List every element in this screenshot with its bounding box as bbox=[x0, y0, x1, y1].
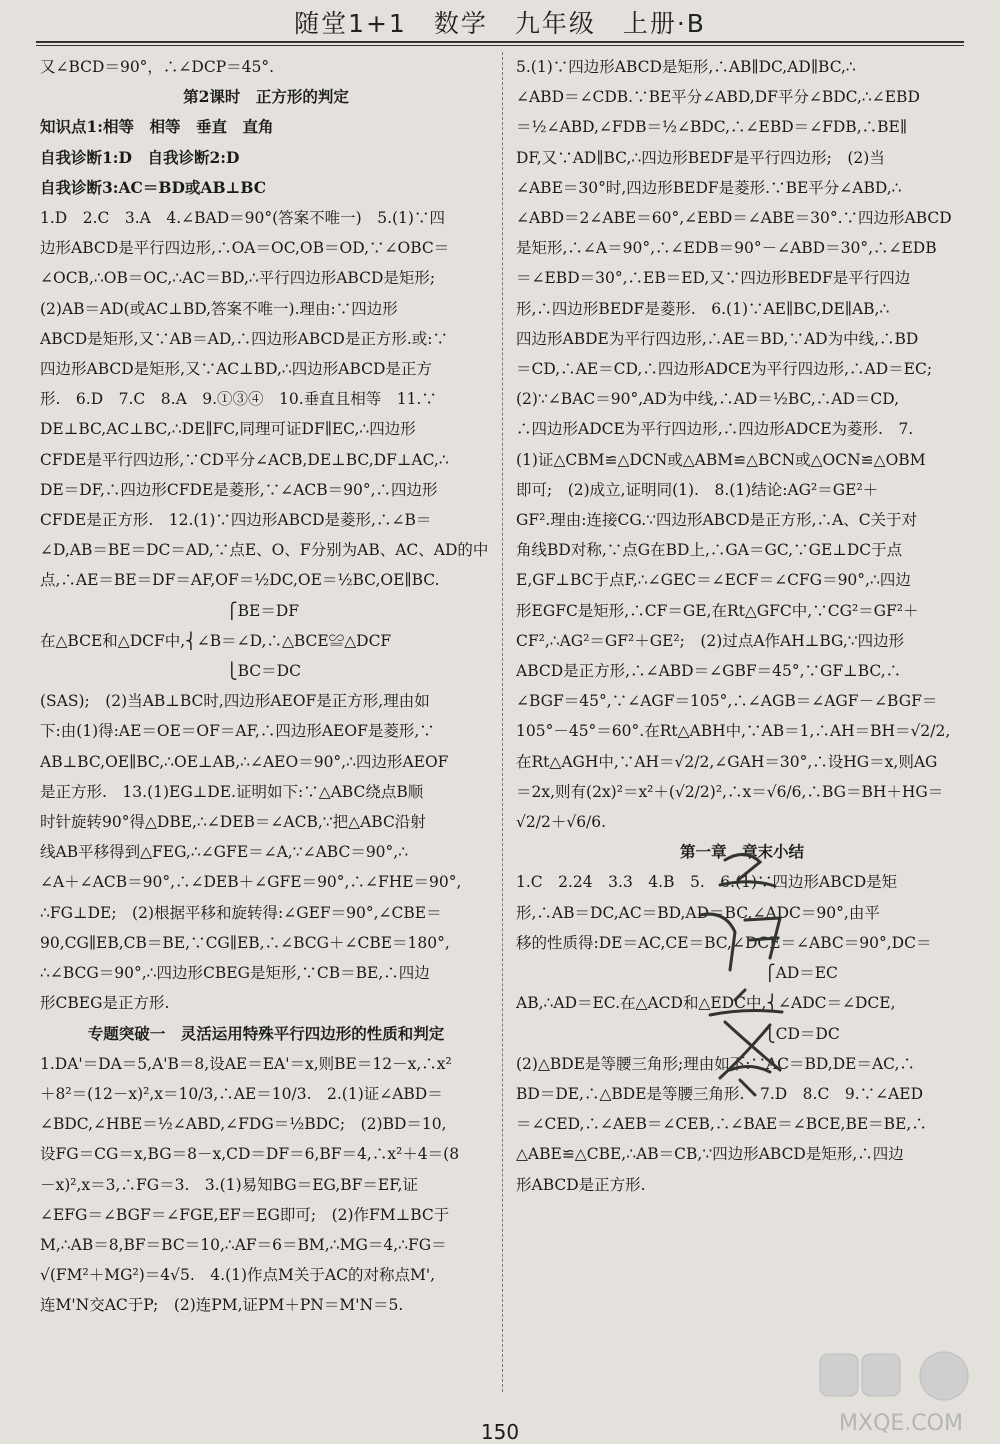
text-line: ∴四边形ADCE为平行四边形,∴四边形ADCE为菱形. 7. bbox=[516, 420, 914, 439]
text-line: 是正方形. 13.(1)EG⊥DE.证明如下:∵△ABC绕点B顺 bbox=[40, 782, 424, 801]
text-line: 1.D 2.C 3.A 4.∠BAD＝90°(答案不唯一) 5.(1)∵四 bbox=[40, 209, 445, 228]
text-line: ＝∠CED,∴∠AEB＝∠CEB,∴∠BAE＝∠BCE,BE＝BE,∴ bbox=[516, 1115, 927, 1134]
text-line: ∠ABD＝2∠ABE＝60°,∠EBD＝∠ABE＝30°.∵四边形ABCD bbox=[516, 209, 952, 228]
text-line: BD＝DE,∴△BDE是等腰三角形. 7.D 8.C 9.∵∠AED bbox=[516, 1084, 924, 1103]
text-line: 四边形ABCD是矩形,又∵AC⊥BD,∴四边形ABCD是正方 bbox=[40, 360, 432, 379]
text-line: √2/2＋√6/6. bbox=[516, 813, 607, 832]
text-line: ∠EFG＝∠BGF＝∠FGE,EF＝EG即可; (2)作FM⊥BC于 bbox=[40, 1205, 450, 1224]
text-line: 形EGFC是矩形,∴CF＝GE,在Rt△GFC中,∵CG²＝GF²＋ bbox=[516, 601, 919, 620]
text-line: －x)²,x＝3,∴FG＝3. 3.(1)易知BG＝EG,BF＝EF,证 bbox=[40, 1175, 418, 1194]
text-line: AB,∴AD＝EC.在△ACD和△EDC中,⎨∠ADC＝∠DCE, bbox=[516, 994, 896, 1013]
text-line: 形. 6.D 7.C 8.A 9.①③④ 10.垂直且相等 11.∵ bbox=[40, 390, 437, 409]
text-line: 形,∴四边形BEDF是菱形. 6.(1)∵AE∥BC,DE∥AB,∴ bbox=[516, 299, 890, 318]
text-line: 形,∴AB＝DC,AC＝BD,AD＝BC,∠ADC＝90°,由平 bbox=[516, 903, 880, 922]
header-title: 随堂1+1 数学 九年级 上册·B bbox=[294, 9, 706, 38]
text-line: ∠ABE＝30°时,四边形BEDF是菱形.∵BE平分∠ABD,∴ bbox=[516, 178, 902, 197]
text-line: 1.DA'＝DA＝5,A'B＝8,设AE＝EA'＝x,则BE＝12－x,∴x² bbox=[40, 1054, 452, 1073]
text-line: E,GF⊥BC于点F,∴∠GEC＝∠ECF＝∠CFG＝90°,∴四边 bbox=[516, 571, 911, 590]
text-line: 在△BCE和△DCF中,⎨∠B＝∠D,∴△BCE≌△DCF bbox=[40, 631, 392, 650]
text-line: 时针旋转90°得△DBE,∴∠DEB＝∠ACB,∵把△ABC沿射 bbox=[40, 813, 426, 832]
page-header bbox=[0, 4, 1000, 40]
left-column bbox=[40, 52, 492, 1321]
text-line: ⎩CD＝DC bbox=[516, 1024, 840, 1043]
text-line: 边形ABCD是平行四边形,∴OA＝OC,OB＝OD,∵∠OBC＝ bbox=[40, 239, 450, 258]
text-line: ＝2x,则有(2x)²＝x²＋(√2/2)²,∴x＝√6/6,∴BG＝BH＋HG＝ bbox=[516, 782, 944, 801]
text-line: 105°－45°＝60°.在Rt△ABH中,∵AB＝1,∴AH＝BH＝√2/2, bbox=[516, 722, 951, 741]
text-line: √(FM²＋MG²)＝4√5. 4.(1)作点M关于AC的对称点M', bbox=[40, 1266, 436, 1285]
text-line: ∠BDC,∠HBE＝½∠ABD,∠FDG＝½BDC; (2)BD＝10, bbox=[40, 1115, 447, 1134]
watermark-text: MXQE.COM bbox=[839, 1411, 963, 1436]
text-line: DE＝DF,∴四边形CFDE是菱形,∵∠ACB＝90°,∴四边形 bbox=[40, 480, 438, 499]
text-line: ∠BGF＝45°,∵∠AGF＝105°,∴∠AGB＝∠AGF－∠BGF＝ bbox=[516, 692, 938, 711]
text-line: CF²,∴AG²＝GF²＋GE²; (2)过点A作AH⊥BG,∵四边形 bbox=[516, 631, 905, 650]
text-line: 形ABCD是正方形. bbox=[516, 1175, 646, 1194]
text-line: ⎩BC＝DC bbox=[40, 662, 301, 681]
text-line: 又∠BCD＝90°，∴∠DCP＝45°. bbox=[40, 58, 275, 76]
text-line: ＝∠EBD＝30°,∴EB＝ED,又∵四边形BEDF是平行四边 bbox=[516, 269, 911, 288]
text-line: ∴∠BCG＝90°,∴四边形CBEG是矩形,∵CB＝BE,∴四边 bbox=[40, 964, 430, 983]
text-line: 第一章 章末小结 bbox=[679, 842, 804, 862]
text-line: 自我诊断3:AC＝BD或AB⊥BC bbox=[40, 177, 267, 197]
text-line: 点,∴AE＝BE＝DF＝AF,OF＝½DC,OE＝½BC,OE∥BC. bbox=[40, 571, 440, 590]
column-divider bbox=[502, 52, 503, 1392]
text-line: 90,CG∥EB,CB＝BE,∵CG∥EB,∴∠BCG＋∠CBE＝180°, bbox=[40, 933, 450, 952]
text-line: GF².理由:连接CG.∵四边形ABCD是正方形,∴A、C关于对 bbox=[516, 511, 918, 530]
watermark-logo bbox=[816, 1346, 986, 1438]
text-line: DF,又∵AD∥BC,∴四边形BEDF是平行四边形; (2)当 bbox=[516, 148, 885, 167]
text-line: ∠OCB,∴OB＝OC,∴AC＝BD,∴平行四边形ABCD是矩形; bbox=[40, 269, 436, 288]
text-line: 专题突破一 灵活运用特殊平行四边形的性质和判定 bbox=[87, 1023, 445, 1043]
text-line: M,∴AB＝8,BF＝BC＝10,∴AF＝6＝BM,∴MG＝4,∴FG＝ bbox=[40, 1235, 447, 1254]
text-line: 线AB平移得到△FEG,∴∠GFE＝∠A,∵∠ABC＝90°,∴ bbox=[40, 843, 409, 862]
text-line: AB⊥BC,OE∥BC,∴OE⊥AB,∴∠AEO＝90°,∴四边形AEOF bbox=[40, 752, 449, 771]
text-line: 形CBEG是正方形. bbox=[40, 994, 170, 1013]
text-line: 在Rt△AGH中,∵AH＝√2/2,∠GAH＝30°,∴设HG＝x,则AG bbox=[516, 752, 938, 771]
text-line: 5.(1)∵四边形ABCD是矩形,∴AB∥DC,AD∥BC,∴ bbox=[516, 58, 856, 76]
text-line: (2)AB＝AD(或AC⊥BD,答案不唯一).理由:∵四边形 bbox=[40, 299, 398, 318]
text-line: ∠A＋∠ACB＝90°,∴∠DEB＋∠GFE＝90°,∴∠FHE＝90°, bbox=[40, 873, 462, 892]
text-line: 即可; (2)成立,证明同(1). 8.(1)结论:AG²＝GE²＋ bbox=[516, 480, 879, 499]
text-line: (2)∵∠BAC＝90°,AD为中线,∴AD＝½BC,∴AD＝CD, bbox=[516, 390, 900, 409]
text-line: (2)△BDE是等腰三角形;理由如下:∵AC＝BD,DE＝AC,∴ bbox=[516, 1054, 915, 1073]
text-line: CFDE是平行四边形,∵CD平分∠ACB,DE⊥BC,DF⊥AC,∴ bbox=[40, 450, 449, 469]
text-line: ABCD是正方形,∴∠ABD＝∠GBF＝45°,∵GF⊥BC,∴ bbox=[516, 662, 902, 681]
text-line: 移的性质得:DE＝AC,CE＝BC,∠DCE＝∠ABC＝90°,DC＝ bbox=[516, 933, 932, 952]
text-line: 设FG＝CG＝x,BG＝8－x,CD＝DF＝6,BF＝4,∴x²＋4＝(8 bbox=[40, 1145, 460, 1164]
page-number: 150 bbox=[480, 1420, 520, 1444]
text-line: 四边形ABDE为平行四边形,∴AE＝BD,∵AD为中线,∴BD bbox=[516, 329, 919, 348]
text-line: ∠ABD＝∠CDB.∵BE平分∠ABD,DF平分∠BDC,∴∠EBD bbox=[516, 88, 920, 107]
text-line: (SAS); (2)当AB⊥BC时,四边形AEOF是正方形,理由如 bbox=[40, 692, 430, 711]
text-line: 角线BD对称,∵点G在BD上,∴GA＝GC,∵GE⊥DC于点 bbox=[516, 541, 903, 560]
text-line: ＝CD,∴AE＝CD,∴四边形ADCE为平行四边形,∴AD＝EC; bbox=[516, 360, 933, 379]
text-line: 第2课时 正方形的判定 bbox=[183, 87, 349, 107]
text-line: 1.C 2.24 3.3 4.B 5. 6.(1)∵四边形ABCD是矩 bbox=[516, 873, 898, 892]
text-line: ∴FG⊥DE; (2)根据平移和旋转得:∠GEF＝90°,∠CBE＝ bbox=[40, 903, 442, 922]
text-line: ⎧BE＝DF bbox=[40, 601, 300, 620]
text-line: △ABE≌△CBE,∴AB＝CB,∵四边形ABCD是矩形,∴四边 bbox=[516, 1145, 904, 1164]
text-line: CFDE是正方形. 12.(1)∵四边形ABCD是菱形,∴∠B＝ bbox=[40, 511, 432, 530]
right-column bbox=[516, 52, 968, 1200]
text-line: ＋8²＝(12－x)²,x＝10/3,∴AE＝10/3. 2.(1)证∠ABD＝ bbox=[40, 1084, 443, 1103]
text-line: ＝½∠ABD,∠FDB＝½∠BDC,∴∠EBD＝∠FDB,∴BE∥ bbox=[516, 118, 907, 137]
text-line: (1)证△CBM≌△DCN或△ABM≌△BCN或△OCN≌△OBM bbox=[516, 450, 926, 469]
text-line: 自我诊断1:D 自我诊断2:D bbox=[40, 147, 240, 167]
text-line: 下:由(1)得:AE＝OE＝OF＝AF,∴四边形AEOF是菱形,∵ bbox=[40, 722, 435, 741]
text-line: 是矩形,∴∠A＝90°,∴∠EDB＝90°－∠ABD＝30°,∴∠EDB bbox=[516, 239, 937, 258]
header-rule bbox=[36, 41, 964, 43]
text-line: ABCD是矩形,又∵AB＝AD,∴四边形ABCD是正方形.或:∵ bbox=[40, 329, 448, 348]
text-line: 连M'N交AC于P; (2)连PM,证PM＋PN＝M'N＝5. bbox=[40, 1296, 404, 1315]
header-rule-thin bbox=[36, 45, 964, 46]
text-line: DE⊥BC,AC⊥BC,∴DE∥FC,同理可证DF∥EC,∴四边形 bbox=[40, 420, 416, 439]
text-line: 知识点1:相等 相等 垂直 直角 bbox=[40, 117, 274, 137]
text-line: ∠D,AB＝BE＝DC＝AD,∵点E、O、F分别为AB、AC、AD的中 bbox=[40, 541, 489, 560]
text-line: ⎧AD＝EC bbox=[516, 964, 838, 983]
